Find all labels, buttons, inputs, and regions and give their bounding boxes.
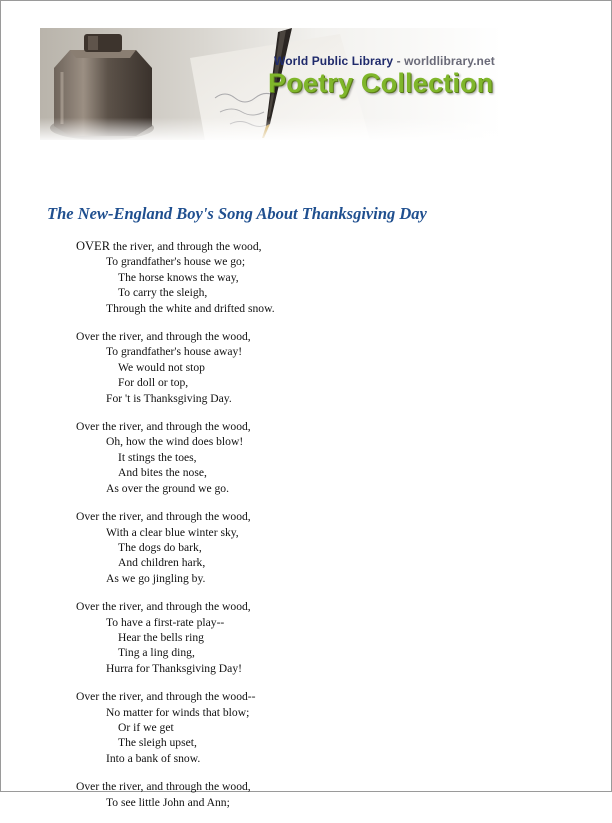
stanza [76, 689, 576, 766]
poem-line: To have a first-rate play-- [106, 615, 225, 629]
drop-cap-word: OVER [76, 239, 111, 253]
poem-line: To grandfather's house away! [106, 345, 243, 359]
site-url: worldlibrary.net [404, 54, 495, 68]
brand-name: World Public Library [274, 54, 394, 68]
poem-line: Ting a ling ding, [118, 646, 195, 660]
poem-line: To grandfather's house we go; [106, 255, 246, 269]
poem-line: As we go jingling by. [106, 571, 206, 585]
stanza [76, 779, 576, 810]
poem-line [76, 239, 576, 254]
poem-line: Over the river, and through the wood, [76, 330, 251, 344]
collection-title: Poetry Collection [268, 68, 494, 98]
poem-line: Over the river, and through the wood, [76, 420, 251, 434]
poem-line: The dogs do bark, [118, 540, 202, 554]
poem-title: The New-England Boy's Song About Thanksgiving Day [47, 204, 427, 223]
poem-line: And bites the nose, [118, 466, 207, 480]
poem-line: The horse knows the way, [118, 270, 239, 284]
poem-line: It stings the toes, [118, 450, 197, 464]
stanza [76, 599, 576, 676]
poem-line: For doll or top, [118, 376, 189, 390]
poem-line: Hurra for Thanksgiving Day! [106, 661, 242, 675]
first-line-rest: the river, and through the wood, [110, 240, 262, 253]
poem-line: To see little John and Ann; [106, 795, 230, 809]
poem-line: Into a bank of snow. [106, 751, 201, 765]
poem-line: Oh, how the wind does blow! [106, 435, 244, 449]
poem-line: No matter for winds that blow; [106, 705, 250, 719]
poem-line: And children hark, [118, 556, 206, 570]
poem-line: For 't is Thanksgiving Day. [106, 391, 232, 405]
stanza [76, 419, 576, 496]
poem-line: Hear the bells ring [118, 630, 204, 644]
poem-line: Over the river, and through the wood, [76, 780, 251, 794]
poem-line: Or if we get [118, 720, 174, 734]
stanza [76, 329, 576, 406]
stanza [76, 239, 576, 316]
brand-separator: - [393, 54, 405, 68]
poem-line: With a clear blue winter sky, [106, 525, 239, 539]
header-banner [40, 28, 502, 140]
brand-line [274, 54, 495, 68]
poem-body [76, 239, 576, 823]
poem-line: To carry the sleigh, [118, 286, 208, 300]
poem-line: The sleigh upset, [118, 736, 197, 750]
stanza [76, 509, 576, 586]
poem-line: Over the river, and through the wood-- [76, 690, 256, 704]
poem-line: As over the ground we go. [106, 481, 229, 495]
poem-line: We would not stop [118, 360, 205, 374]
poem-line: Over the river, and through the wood, [76, 600, 251, 614]
poem-line: Over the river, and through the wood, [76, 510, 251, 524]
poem-line: Through the white and drifted snow. [106, 301, 275, 315]
